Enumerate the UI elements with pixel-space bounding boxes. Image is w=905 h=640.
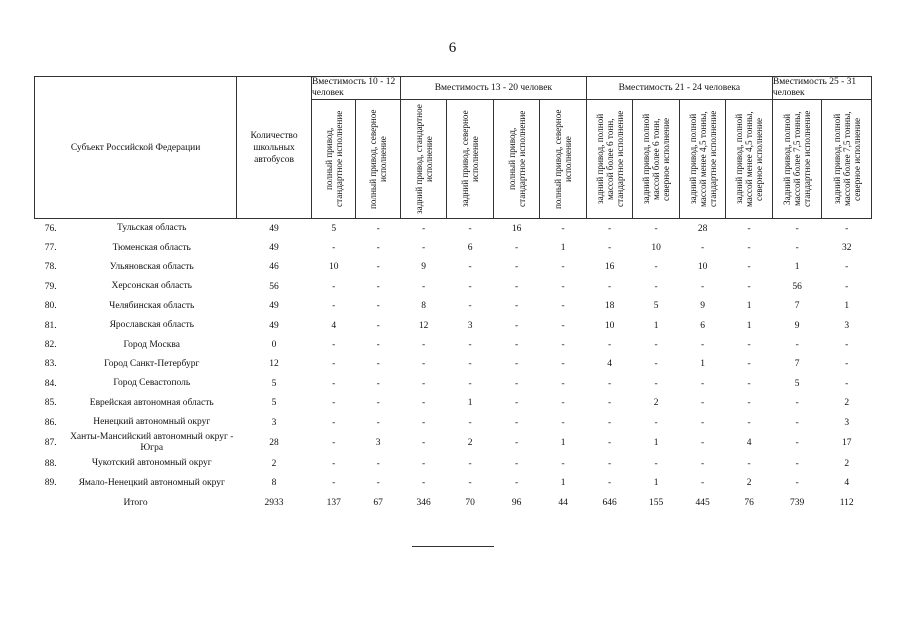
table-cell: 5 xyxy=(653,301,659,312)
table-cell: - xyxy=(515,458,519,469)
table-cell: - xyxy=(845,281,849,292)
table-cell: 2 xyxy=(844,398,850,409)
table-cell: - xyxy=(845,340,849,351)
table-cell: - xyxy=(468,223,472,234)
table-cell: - xyxy=(654,262,658,273)
table-cell: 3 xyxy=(844,320,850,331)
subcolumn-header-label: полный привод, северное исполнение xyxy=(368,109,389,209)
region-name: Чукотский автономный округ xyxy=(91,458,212,469)
table-cell: - xyxy=(795,458,799,469)
table-cell: - xyxy=(332,438,336,449)
table-cell: - xyxy=(747,458,751,469)
table-cell: - xyxy=(376,281,380,292)
table-cell: - xyxy=(795,478,799,489)
table-cell: 28 xyxy=(697,223,708,234)
table-cell: - xyxy=(376,320,380,331)
table-cell: - xyxy=(845,378,849,389)
table-cell: - xyxy=(468,458,472,469)
table-cell: 1 xyxy=(560,478,566,489)
table-cell: - xyxy=(468,262,472,273)
table-cell: - xyxy=(515,438,519,449)
subcolumn-header xyxy=(822,100,872,219)
subcolumn-header-label: полный привод, северное исполнение xyxy=(553,109,574,209)
region-name: Ярославская область xyxy=(109,320,194,331)
subcolumn-header-label: задний привод, северное исполнение xyxy=(460,110,481,208)
table-cell: - xyxy=(515,340,519,351)
table-cell: - xyxy=(561,417,565,428)
table-cell: - xyxy=(747,359,751,370)
table-cell: - xyxy=(376,417,380,428)
total-cell: 112 xyxy=(839,497,854,508)
bus-count: 56 xyxy=(269,281,279,292)
table-cell: 10 xyxy=(651,243,661,254)
table-cell: - xyxy=(515,243,519,254)
row-number: 82. xyxy=(44,340,57,351)
table-cell: 1 xyxy=(746,301,752,312)
table-cell: 32 xyxy=(841,243,852,254)
total-cell: 96 xyxy=(511,497,522,508)
table-cell: - xyxy=(422,478,426,489)
bus-count: 0 xyxy=(271,340,277,351)
bus-count: 2 xyxy=(271,458,277,469)
table-cell: - xyxy=(701,438,705,449)
table-cell: 1 xyxy=(653,438,659,449)
row-number: 77. xyxy=(44,243,57,254)
region-name: Город Москва xyxy=(123,339,180,350)
table-cell: - xyxy=(747,398,751,409)
subcolumn-header-label: задний привод, полной массой более 6 тонн, северное исполнение xyxy=(641,113,672,205)
table-cell: 16 xyxy=(511,223,522,234)
table-row xyxy=(35,355,872,374)
row-number: 86. xyxy=(44,417,57,428)
table-cell: 5 xyxy=(794,378,800,389)
bus-count: 28 xyxy=(269,438,279,449)
table-cell: - xyxy=(561,320,565,331)
table-cell: - xyxy=(747,417,751,428)
table-cell: - xyxy=(701,281,705,292)
table-row xyxy=(35,277,872,296)
school-bus-table xyxy=(34,76,872,512)
bus-count: 5 xyxy=(271,378,277,389)
table-cell: 17 xyxy=(841,438,852,449)
table-cell: - xyxy=(608,438,612,449)
subcolumn-header xyxy=(586,100,633,219)
subcolumn-header xyxy=(400,100,447,219)
table-cell: - xyxy=(468,301,472,312)
table-cell: 2 xyxy=(844,458,850,469)
subcolumn-header xyxy=(447,100,494,219)
subcolumn-header xyxy=(772,100,822,219)
table-cell: - xyxy=(468,378,472,389)
subcolumn-header-label: задний привод, полной массой более 6 тонн, стандартное исполнение xyxy=(594,110,625,208)
table-cell: - xyxy=(701,243,705,254)
table-cell: - xyxy=(422,438,426,449)
table-cell: - xyxy=(654,417,658,428)
table-cell: - xyxy=(845,359,849,370)
region-name: Ненецкий автономный округ xyxy=(93,417,211,428)
table-cell: - xyxy=(422,223,426,234)
table-cell: 3 xyxy=(375,438,381,449)
table-cell: 4 xyxy=(844,478,850,489)
table-cell: - xyxy=(376,262,380,273)
table-row xyxy=(35,474,872,493)
table-cell: - xyxy=(701,340,705,351)
table-cell: - xyxy=(608,458,612,469)
table-row xyxy=(35,238,872,257)
table-cell: - xyxy=(795,243,799,254)
table-cell: 4 xyxy=(607,359,613,370)
table-cell: - xyxy=(422,378,426,389)
table-row xyxy=(35,394,872,413)
page-number: 6 xyxy=(448,40,457,56)
table-cell: 18 xyxy=(604,301,615,312)
subcolumn-header-label: задний привод, полной массой менее 4,5 тонны, стандартное исполнение xyxy=(687,110,718,208)
table-cell: 8 xyxy=(421,301,427,312)
table-cell: - xyxy=(422,359,426,370)
table-cell: - xyxy=(515,301,519,312)
capacity-group-header: Вместимость 13 - 20 человек xyxy=(400,77,586,100)
table-cell: - xyxy=(515,281,519,292)
total-cell: 67 xyxy=(373,497,383,508)
table-cell: 9 xyxy=(700,301,706,312)
table-cell: - xyxy=(561,378,565,389)
total-row xyxy=(35,493,872,512)
table-cell: - xyxy=(654,281,658,292)
table-cell: - xyxy=(608,417,612,428)
bus-count: 49 xyxy=(269,243,279,254)
row-number: 84. xyxy=(44,378,57,389)
row-number: 89. xyxy=(44,478,57,489)
table-cell: - xyxy=(795,398,799,409)
table-cell: - xyxy=(701,458,705,469)
row-number: 80. xyxy=(44,301,57,312)
table-cell: 3 xyxy=(467,320,473,331)
bus-count: 3 xyxy=(271,417,277,428)
table-cell: - xyxy=(376,340,380,351)
table-cell: 2 xyxy=(653,398,659,409)
table-cell: - xyxy=(608,243,612,254)
table-row xyxy=(35,316,872,335)
table-cell: - xyxy=(468,417,472,428)
table-cell: - xyxy=(654,378,658,389)
region-name: Ханты-Мансийский автономный округ - Югра xyxy=(70,432,234,454)
table-cell: - xyxy=(561,262,565,273)
total-cell: 70 xyxy=(465,497,475,508)
table-cell: - xyxy=(468,478,472,489)
total-cell: 137 xyxy=(326,497,341,508)
table-cell: - xyxy=(561,359,565,370)
table-cell: - xyxy=(515,478,519,489)
table-cell: - xyxy=(422,458,426,469)
bus-count: 12 xyxy=(269,359,279,370)
table-cell: 6 xyxy=(467,243,473,254)
row-number: 83. xyxy=(44,359,57,370)
table-cell: - xyxy=(515,417,519,428)
table-body xyxy=(35,219,872,513)
table-cell: - xyxy=(701,417,705,428)
table-cell: - xyxy=(795,223,799,234)
table-cell: - xyxy=(376,398,380,409)
table-cell: - xyxy=(332,478,336,489)
table-cell: - xyxy=(561,281,565,292)
table-cell: - xyxy=(376,359,380,370)
row-number: 88. xyxy=(44,458,57,469)
table-cell: 3 xyxy=(844,417,850,428)
table-cell: 1 xyxy=(560,243,566,254)
total-cell: 76 xyxy=(744,497,754,508)
total-cell: 739 xyxy=(790,497,805,508)
subcolumn-header xyxy=(356,100,400,219)
total-cell: 44 xyxy=(558,497,568,508)
table-cell: - xyxy=(747,340,751,351)
table-cell: - xyxy=(795,417,799,428)
total-label: Итого xyxy=(123,497,148,508)
table-cell: - xyxy=(845,262,849,273)
footnote-rule xyxy=(412,546,494,547)
table-cell: 7 xyxy=(794,359,800,370)
table-cell: - xyxy=(608,398,612,409)
subcolumn-header-label: задний привод, стандартное исполнение xyxy=(413,104,434,214)
region-name: Город Санкт-Петербург xyxy=(104,358,200,369)
table-cell: - xyxy=(376,223,380,234)
count-column-header: Количество школьных автобусов xyxy=(237,77,312,219)
bus-count: 49 xyxy=(269,223,279,234)
table-cell: 4 xyxy=(331,320,337,331)
subcolumn-header xyxy=(679,100,726,219)
table-cell: - xyxy=(701,478,705,489)
table-row xyxy=(35,219,872,239)
region-name: Ульяновская область xyxy=(109,261,194,272)
table-cell: - xyxy=(376,301,380,312)
region-name: Челябинская область xyxy=(109,300,195,311)
table-cell: - xyxy=(515,359,519,370)
bus-count: 8 xyxy=(271,478,277,489)
row-number: 76. xyxy=(44,223,57,234)
table-cell: - xyxy=(468,281,472,292)
table-row xyxy=(35,413,872,432)
row-number: 78. xyxy=(44,262,57,273)
region-name: Ямало-Ненецкий автономный округ xyxy=(78,477,225,488)
table-cell: - xyxy=(332,417,336,428)
table-cell: - xyxy=(376,243,380,254)
table-cell: 12 xyxy=(418,320,429,331)
table-cell: - xyxy=(608,378,612,389)
capacity-group-header: Вместимость 10 - 12 человек xyxy=(311,77,400,100)
total-cell: 155 xyxy=(649,497,664,508)
subject-column-header: Субъект Российской Федерации xyxy=(35,77,237,219)
table-cell: - xyxy=(515,398,519,409)
table-cell: - xyxy=(468,359,472,370)
table-cell: - xyxy=(747,262,751,273)
subcolumn-header-label: полный привод, стандартное исполнение xyxy=(323,110,344,208)
bus-count: 49 xyxy=(269,301,279,312)
table-row xyxy=(35,297,872,316)
region-name: Херсонская область xyxy=(111,281,193,292)
row-number: 79. xyxy=(44,281,57,292)
table-row xyxy=(35,335,872,354)
total-count: 2933 xyxy=(264,497,284,508)
total-cell: 646 xyxy=(602,497,617,508)
table-cell: 4 xyxy=(746,438,752,449)
row-number: 87. xyxy=(44,438,57,449)
table-cell: - xyxy=(376,478,380,489)
table-cell: - xyxy=(422,281,426,292)
subcolumn-header-label: задний привод, полной массой более 7,5 тонны, северное исполнение xyxy=(831,111,862,207)
table-cell: - xyxy=(422,243,426,254)
table-cell: - xyxy=(747,223,751,234)
table-row xyxy=(35,258,872,277)
table-cell: 9 xyxy=(421,262,427,273)
table-cell: - xyxy=(608,223,612,234)
table-cell: - xyxy=(332,301,336,312)
table-cell: - xyxy=(608,478,612,489)
table-cell: - xyxy=(332,243,336,254)
row-number: 81. xyxy=(44,320,57,331)
table-cell: - xyxy=(747,281,751,292)
table-cell: - xyxy=(608,281,612,292)
table-cell: - xyxy=(422,398,426,409)
table-header xyxy=(35,77,872,219)
table-cell: - xyxy=(654,340,658,351)
table-cell: - xyxy=(747,243,751,254)
table-cell: 1 xyxy=(844,301,850,312)
table-cell: 1 xyxy=(653,320,659,331)
table-cell: 16 xyxy=(604,262,615,273)
total-cell: 346 xyxy=(416,497,431,508)
region-name: Еврейская автономная область xyxy=(89,397,214,408)
table-cell: - xyxy=(795,438,799,449)
bus-count: 5 xyxy=(271,398,277,409)
subcolumn-header xyxy=(633,100,680,219)
table-cell: - xyxy=(561,340,565,351)
capacity-group-header: Вместимость 25 - 31 человек xyxy=(772,77,871,100)
table-cell: - xyxy=(332,281,336,292)
table-cell: - xyxy=(422,340,426,351)
table-cell: 5 xyxy=(331,223,337,234)
subcolumn-header xyxy=(311,100,355,219)
table-cell: - xyxy=(654,359,658,370)
table-cell: - xyxy=(561,223,565,234)
table-row xyxy=(35,374,872,393)
table-cell: 1 xyxy=(653,478,659,489)
table-cell: - xyxy=(376,378,380,389)
table-cell: 9 xyxy=(794,320,800,331)
subcolumn-header-label: полный привод, стандартное исполнение xyxy=(506,110,527,208)
table-cell: 2 xyxy=(746,478,752,489)
region-name: Тульская область xyxy=(117,223,187,234)
subcolumn-header-label: Задний привод, полной массой более 7,5 тонны, стандартное исполнение xyxy=(782,110,813,208)
table-cell: 1 xyxy=(746,320,752,331)
table-cell: - xyxy=(845,223,849,234)
table-cell: - xyxy=(332,398,336,409)
table-cell: - xyxy=(747,378,751,389)
region-name: Город Севастополь xyxy=(113,378,191,389)
subcolumn-header xyxy=(493,100,540,219)
table-cell: - xyxy=(561,458,565,469)
table-row xyxy=(35,454,872,473)
table-cell: 10 xyxy=(697,262,708,273)
subcolumn-header xyxy=(726,100,773,219)
bus-count: 49 xyxy=(269,320,279,331)
table-cell: - xyxy=(561,398,565,409)
table-cell: - xyxy=(515,262,519,273)
table-cell: - xyxy=(515,378,519,389)
table-cell: 1 xyxy=(700,359,706,370)
capacity-group-header: Вместимость 21 - 24 человека xyxy=(586,77,772,100)
table-cell: - xyxy=(515,320,519,331)
table-cell: - xyxy=(376,458,380,469)
table-cell: 1 xyxy=(794,262,800,273)
table-cell: - xyxy=(561,301,565,312)
table-cell: - xyxy=(422,417,426,428)
total-cell: 445 xyxy=(695,497,710,508)
table-cell: 7 xyxy=(794,301,800,312)
table-cell: - xyxy=(654,458,658,469)
table-row xyxy=(35,432,872,454)
subcolumn-header xyxy=(540,100,587,219)
table-cell: - xyxy=(468,340,472,351)
table-cell: 6 xyxy=(700,320,706,331)
table-cell: - xyxy=(332,458,336,469)
table-cell: 2 xyxy=(467,438,473,449)
region-name: Тюменская область xyxy=(112,242,191,253)
bus-count: 46 xyxy=(269,262,279,273)
table-cell: - xyxy=(654,223,658,234)
table-cell: - xyxy=(332,340,336,351)
table-cell: 10 xyxy=(604,320,615,331)
table-cell: - xyxy=(608,340,612,351)
table-cell: 1 xyxy=(467,398,473,409)
table-cell: 1 xyxy=(560,438,566,449)
table-cell: 56 xyxy=(792,281,802,292)
table-cell: - xyxy=(332,378,336,389)
table-cell: - xyxy=(795,340,799,351)
subcolumn-header-label: задний привод, полной массой менее 4,5 тонны, северное исполнение xyxy=(734,111,765,207)
table-cell: - xyxy=(701,398,705,409)
table-cell: - xyxy=(701,378,705,389)
table-cell: 10 xyxy=(328,262,339,273)
table-cell: - xyxy=(332,359,336,370)
row-number: 85. xyxy=(44,398,57,409)
